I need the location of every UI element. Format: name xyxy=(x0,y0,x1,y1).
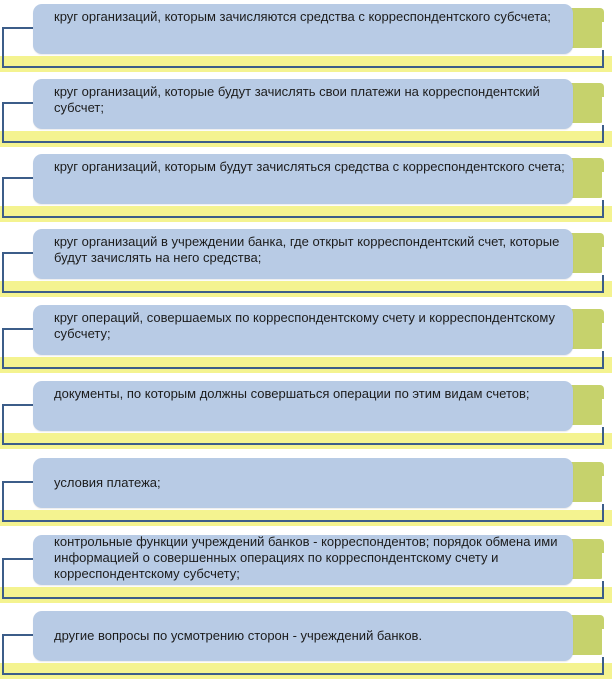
item-text: условия платежа; xyxy=(54,475,161,490)
list-item xyxy=(0,4,616,70)
item-box xyxy=(33,381,573,431)
list-item xyxy=(0,458,616,524)
item-box xyxy=(33,4,573,54)
item-box xyxy=(33,535,573,585)
list-item xyxy=(0,535,616,601)
list-item xyxy=(0,79,616,145)
item-box xyxy=(33,611,573,661)
item-text: круг организаций в учреждении банка, где открыт корреспондентский счет, которые будут зачислять на него средства; xyxy=(54,234,560,265)
item-box xyxy=(33,229,573,279)
item-box xyxy=(33,154,573,204)
item-text: документы, по которым должны совершаться операции по этим видам счетов; xyxy=(54,386,530,401)
list-item xyxy=(0,305,616,371)
item-text: круг операций, совершаемых по корреспондентскому счету и корреспондентскому субсчету; xyxy=(54,310,555,341)
list-item xyxy=(0,229,616,295)
list-item xyxy=(0,154,616,220)
item-text: круг организаций, которым зачисляются средства с корреспондентского субсчета; xyxy=(54,9,551,24)
item-text: круг организаций, которым будут зачисляться средства с корреспондентского счета; xyxy=(54,159,565,174)
item-box xyxy=(33,305,573,355)
item-text: другие вопросы по усмотрению сторон - учреждений банков. xyxy=(54,628,423,643)
item-box xyxy=(33,458,573,508)
item-text: круг организаций, которые будут зачислять свои платежи на корреспондентский субсчет; xyxy=(54,84,540,115)
item-text: контрольные функции учреждений банков - корреспондентов; порядок обмена ими информацией о совершенных операциях по корреспондентскому счету и корреспондентскому субсчету; xyxy=(54,534,558,581)
list-item xyxy=(0,381,616,447)
item-box xyxy=(33,79,573,129)
list-item xyxy=(0,611,616,677)
